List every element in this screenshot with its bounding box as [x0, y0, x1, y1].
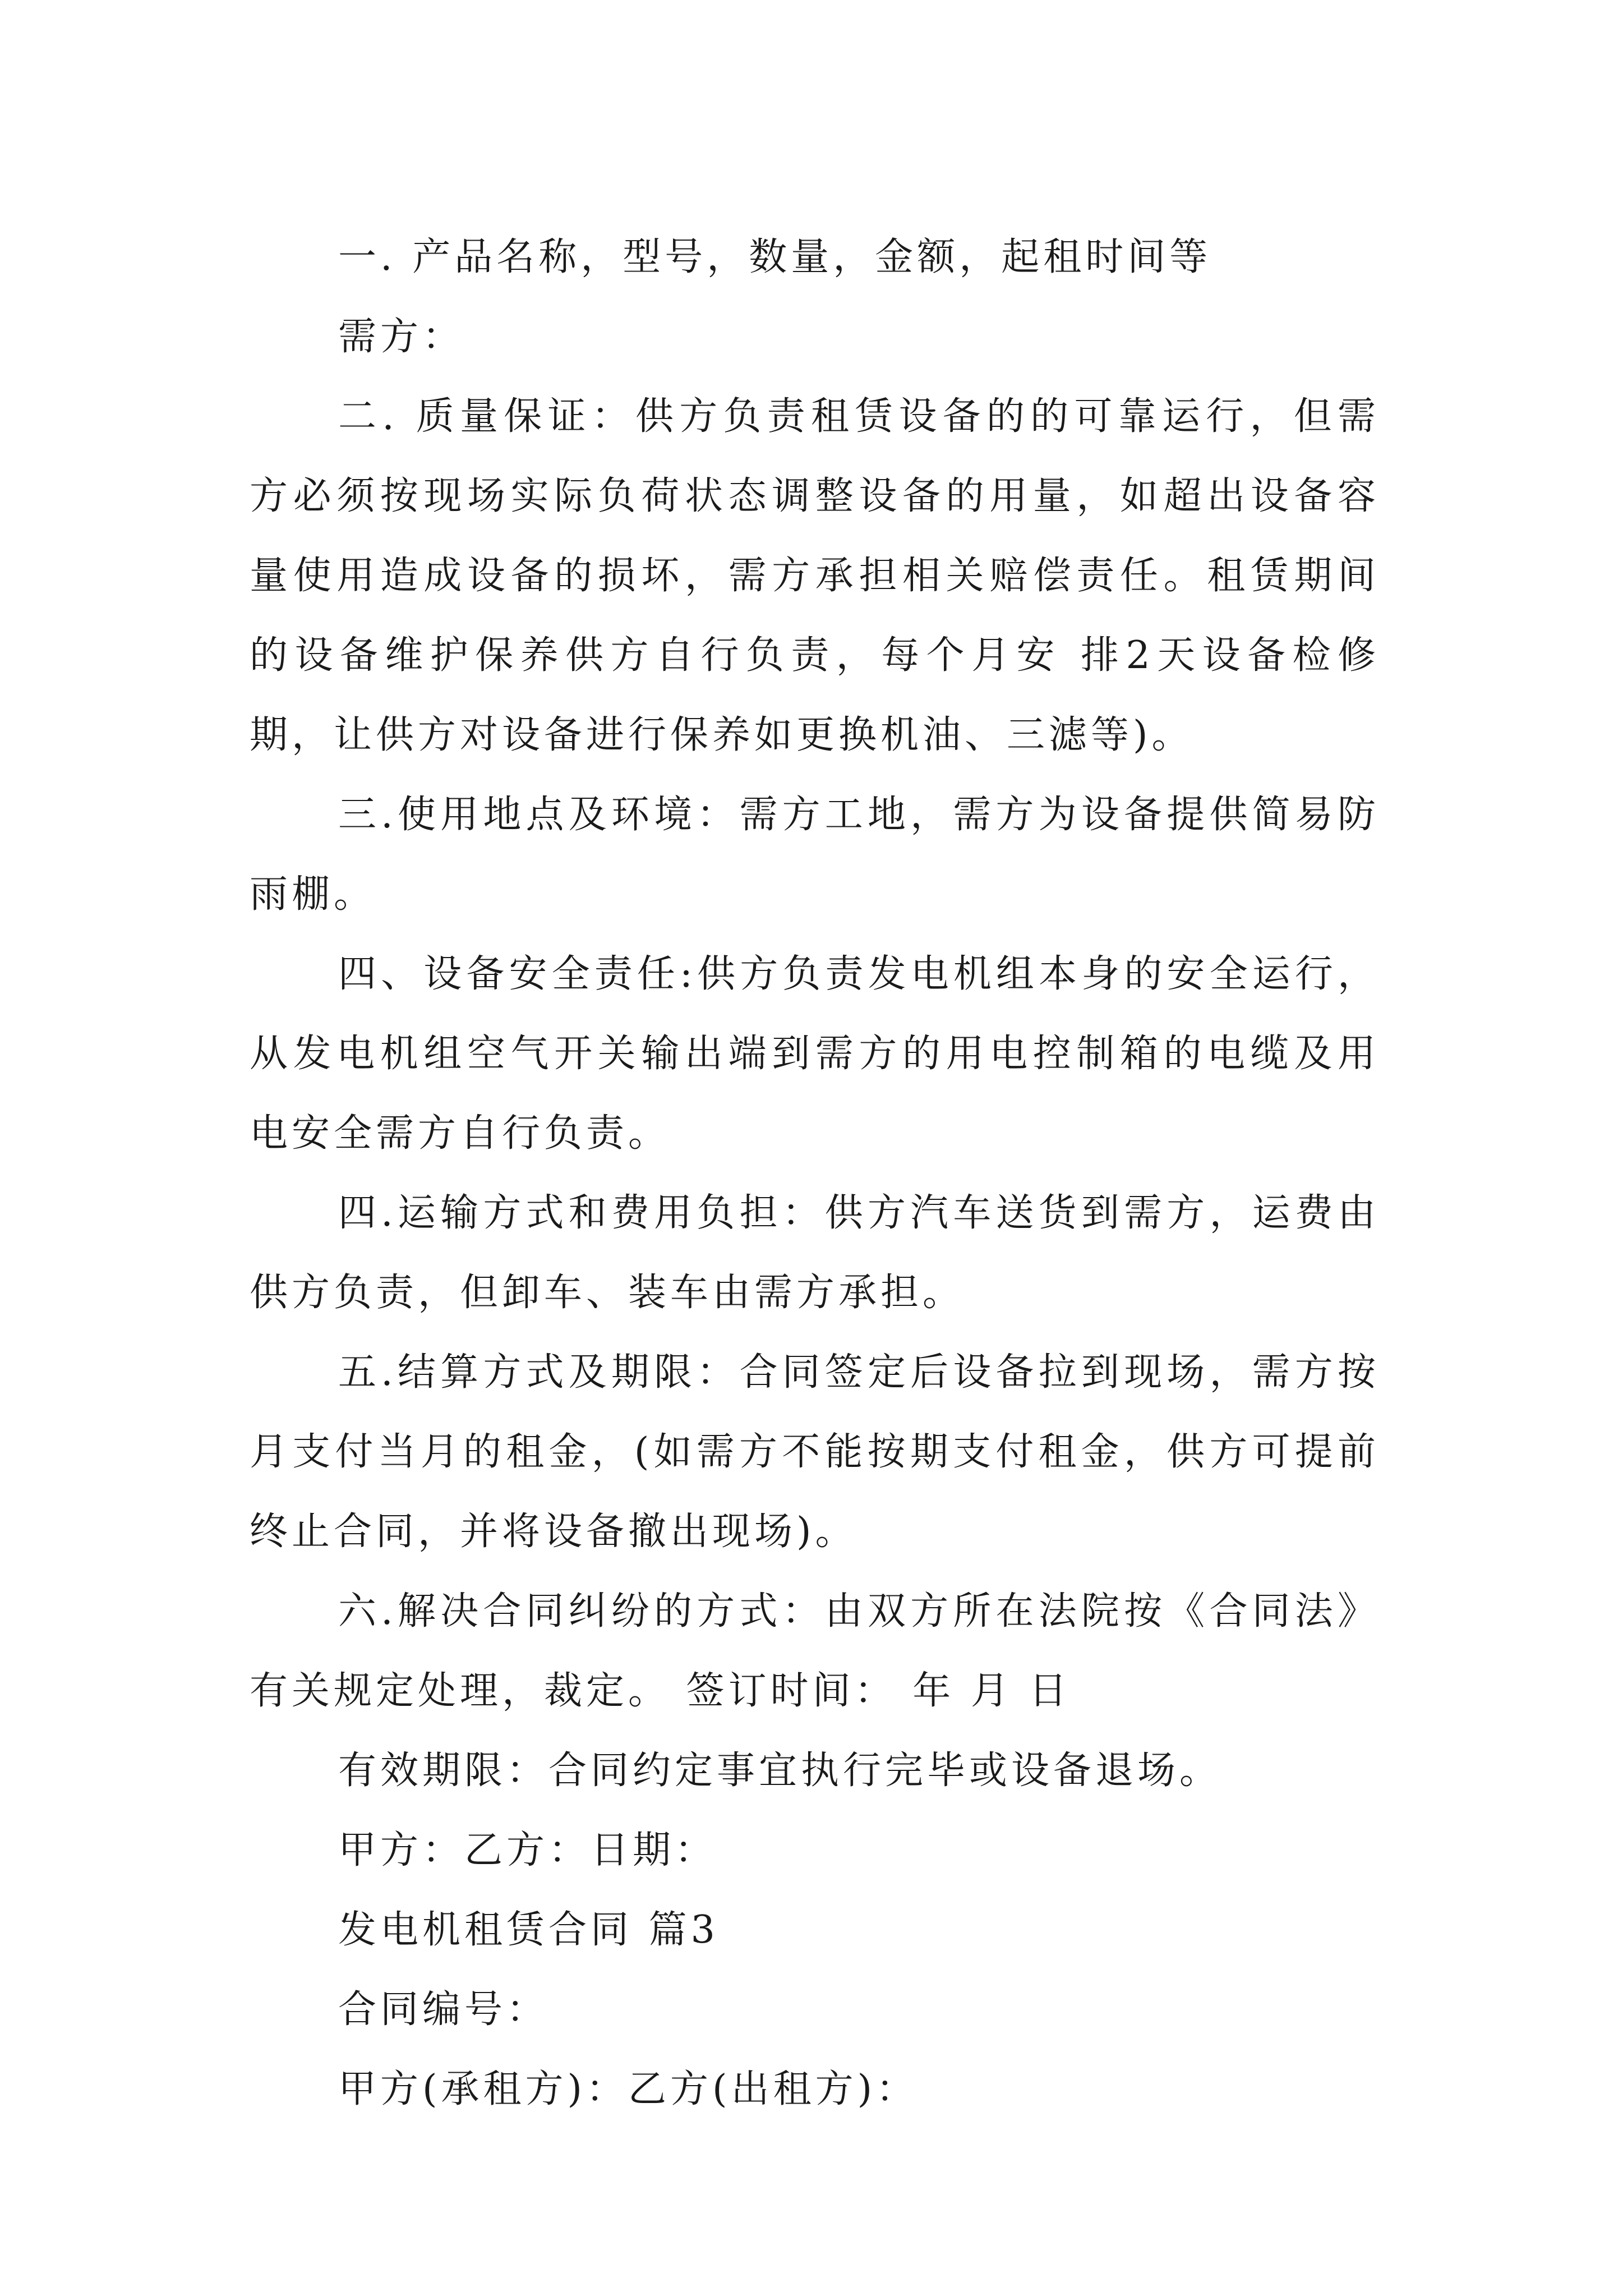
paragraph: 五.结算方式及期限：合同签定后设备拉到现场，需方按月支付当月的租金，(如需方不能按期支付租金，供方可提前终止合同，并将设备撤出现场)。: [250, 1350, 1380, 1554]
paragraph: 三.使用地点及环境：需方工地，需方为设备提供简易防雨棚。: [250, 793, 1380, 917]
paragraph: 合同编号：: [338, 1987, 549, 2032]
paragraph: 甲方(承租方)：乙方(出租方)：: [338, 2067, 919, 2111]
paragraph: 六.解决合同纠纷的方式：由双方所在法院按《合同法》有关规定处理，裁定。 签订时间： 年 月 日: [250, 1589, 1380, 1713]
paragraph: 四、设备安全责任:供方负责发电机组本身的安全运行，从发电机组空气开关输出端到需方的用电控制箱的电缆及用电安全需方自行负责。: [250, 952, 1380, 1156]
paragraph: 有效期限：合同约定事宜执行完毕或设备退场。: [338, 1749, 1222, 1793]
paragraph: 甲方：乙方：日期：: [338, 1828, 717, 1872]
paragraph: 四.运输方式和费用负担：供方汽车送货到需方，运费由供方负责，但卸车、装车由需方承担。: [250, 1191, 1380, 1315]
paragraph: 二. 质量保证：供方负责租赁设备的的可靠运行，但需方必须按现场实际负荷状态调整设备的用量，如超出设备容量使用造成设备的损坏，需方承担相关赔偿责任。租赁期间的设备维护保养供方自行负责，每个月安 排2天设备检修期，让供方对设备进行保养如更换机油、三滤等)。: [250, 394, 1380, 757]
document-body: [250, 218, 1380, 2129]
paragraph: 一. 产品名称，型号，数量，金额，起租时间等: [338, 235, 1212, 279]
section-heading: 发电机租赁合同 篇3: [338, 1908, 719, 1952]
paragraph: 需方：: [338, 315, 465, 359]
